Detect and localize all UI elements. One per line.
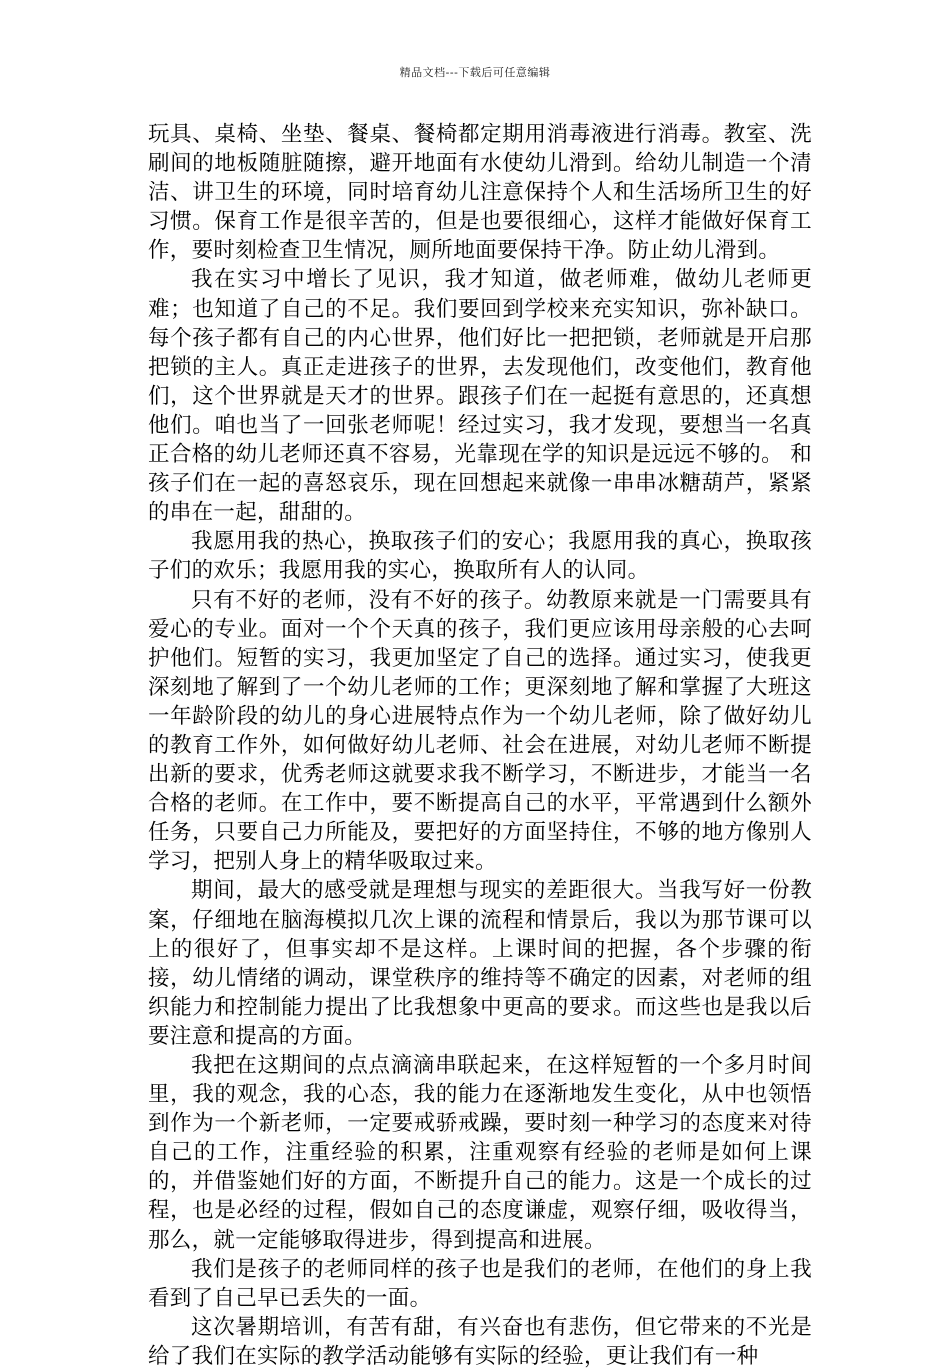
paragraph-5: 期间，最大的感受就是理想与现实的差距很大。当我写好一份教案，仔细地在脑海模拟几次上课的流程和情景后，我以为那节课可以上的很好了，但事实却不是这样。上课时间的把握，各个步骤的衔接，幼儿情绪的调动，课堂秩序的维持等不确定的因素，对老师的组织能力和控制能力提出了比我想象中更高的要求。而这些也是我以后要注意和提高的方面。	[148, 878, 812, 1049]
paragraph-6: 我把在这期间的点点滴滴串联起来，在这样短暂的一个多月时间里，我的观念，我的心态，我的能力在逐渐地发生变化，从中也领悟到作为一个新老师，一定要戒骄戒躁，要时刻一种学习的态度来对待自己的工作，注重经验的积累，注重观察有经验的老师是如何上课的，并借鉴她们好的方面，不断提升自己的能力。这是一个成长的过程，也是必经的过程，假如自己的态度谦虚，观察仔细，吸收得当，那么，就一定能够取得进步，得到提高和进展。	[148, 1053, 812, 1253]
paragraph-8: 这次暑期培训，有苦有甜，有兴奋也有悲伤，但它带来的不光是给了我们在实际的教学活动能够有实际的经验，更让我们有一种	[148, 1314, 812, 1369]
paragraph-4: 只有不好的老师，没有不好的孩子。幼教原来就是一门需要具有爱心的专业。面对一个个天真的孩子，我们更应该用母亲般的心去呵护他们。短暂的实习，我更加坚定了自己的选择。通过实习，使我更深刻地了解到了一个幼儿老师的工作；更深刻地了解和掌握了大班这一年龄阶段的幼儿的身心进展特点作为一个幼儿老师，除了做好幼儿的教育工作外，如何做好幼儿老师、社会在进展，对幼儿老师不断提出新的要求，优秀老师这就要求我不断学习，不断进步，才能当一名合格的老师。在工作中，要不断提高自己的水平，平常遇到什么额外任务，只要自己力所能及，要把好的方面坚持住，不够的地方像别人学习，把别人身上的精华吸取过来。	[148, 587, 812, 875]
document-body	[148, 120, 812, 1371]
page-header: 精品文档---下载后可任意编辑	[399, 66, 551, 79]
paragraph-2: 我在实习中增长了见识，我才知道，做老师难，做幼儿老师更难；也知道了自己的不足。我们要回到学校来充实知识，弥补缺口。每个孩子都有自己的内心世界，他们好比一把把锁，老师就是开启那把锁的主人。真正走进孩子的世界，去发现他们，改变他们，教育他们，这个世界就是天才的世界。跟孩子们在一起挺有意思的，还真想他们。咱也当了一回张老师呢！经过实习，我才发现，要想当一名真正合格的幼儿老师还真不容易，光靠现在学的知识是远远不够的。 和孩子们在一起的喜怒哀乐，现在回想起来就像一串串冰糖葫芦，紧紧的串在一起，甜甜的。	[148, 267, 812, 526]
paragraph-3: 我愿用我的热心，换取孩子们的安心；我愿用我的真心，换取孩子们的欢乐；我愿用我的实心，换取所有人的认同。	[148, 529, 812, 584]
paragraph-7: 我们是孩子的老师同样的孩子也是我们的老师，在他们的身上我看到了自己早已丢失的一面。	[148, 1256, 812, 1311]
paragraph-1: 玩具、桌椅、坐垫、餐桌、餐椅都定期用消毒液进行消毒。教室、洗刷间的地板随脏随擦，避开地面有水使幼儿滑到。给幼儿制造一个清洁、讲卫生的环境，同时培育幼儿注意保持个人和生活场所卫生的好习惯。保育工作是很辛苦的，但是也要很细心，这样才能做好保育工作，要时刻检查卫生情况，厕所地面要保持干净。防止幼儿滑到。	[148, 122, 812, 264]
